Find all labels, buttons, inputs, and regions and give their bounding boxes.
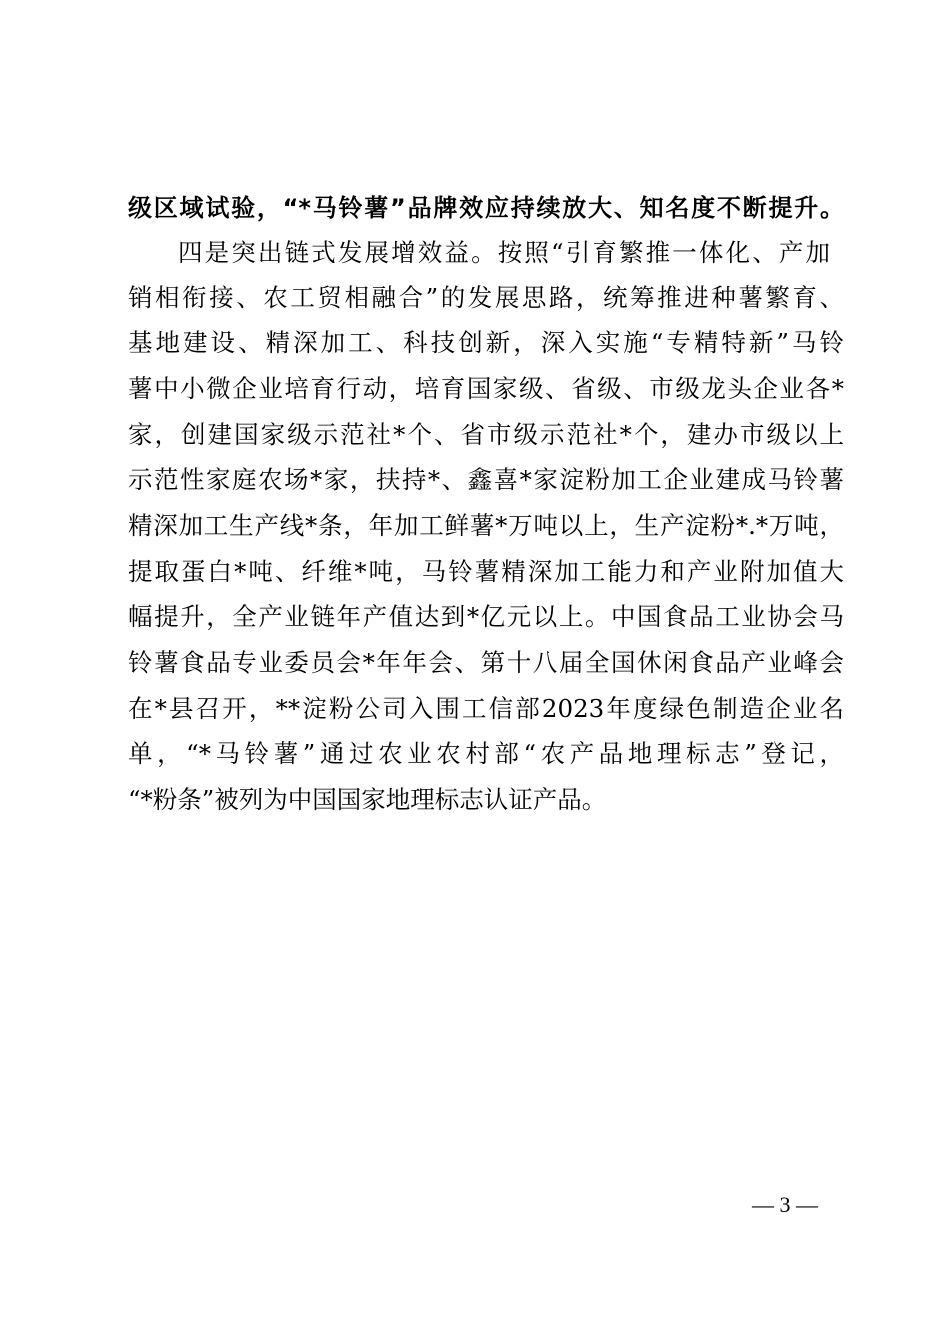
paragraph-line: 精深加工生产线*条，年加工鲜薯*万吨以上，生产淀粉*.*万吨， bbox=[128, 511, 844, 540]
paragraph-line: 家，创建国家级示范社*个、省市级示范社*个，建办市级以上 bbox=[128, 420, 844, 449]
paragraph-line: 四是突出链式发展增效益。按照“引育繁推一体化、产加 bbox=[178, 238, 830, 267]
paragraph-line: 提取蛋白*吨、纤维*吨，马铃薯精深加工能力和产业附加值大 bbox=[128, 557, 844, 586]
paragraph-line-bold: 级区域试验，“*马铃薯”品牌效应持续放大、知名度不断提升。 bbox=[128, 194, 844, 222]
paragraph-line: “*粉条”被列为中国国家地理标志认证产品。 bbox=[128, 785, 607, 814]
page-number: — 3 — bbox=[752, 1192, 818, 1217]
paragraph-line: 单，“*马铃薯”通过农业农村部“农产品地理标志”登记， bbox=[128, 739, 844, 768]
paragraph-line: 铃薯食品专业委员会*年年会、第十八届全国休闲食品产业峰会 bbox=[128, 648, 844, 677]
paragraph-line: 薯中小微企业培育行动，培育国家级、省级、市级龙头企业各* bbox=[128, 374, 844, 403]
paragraph-line: 幅提升，全产业链年产值达到*亿元以上。中国食品工业协会马 bbox=[128, 602, 844, 631]
paragraph-line: 基地建设、精深加工、科技创新，深入实施“专精特新”马铃 bbox=[128, 328, 844, 357]
paragraph-line: 在*县召开，**淀粉公司入围工信部2023年度绿色制造企业名 bbox=[128, 694, 844, 723]
paragraph-line: 示范性家庭农场*家，扶持*、鑫喜*家淀粉加工企业建成马铃薯 bbox=[128, 465, 844, 494]
paragraph-line: 销相衔接、农工贸相融合”的发展思路，统筹推进种薯繁育、 bbox=[128, 283, 844, 312]
